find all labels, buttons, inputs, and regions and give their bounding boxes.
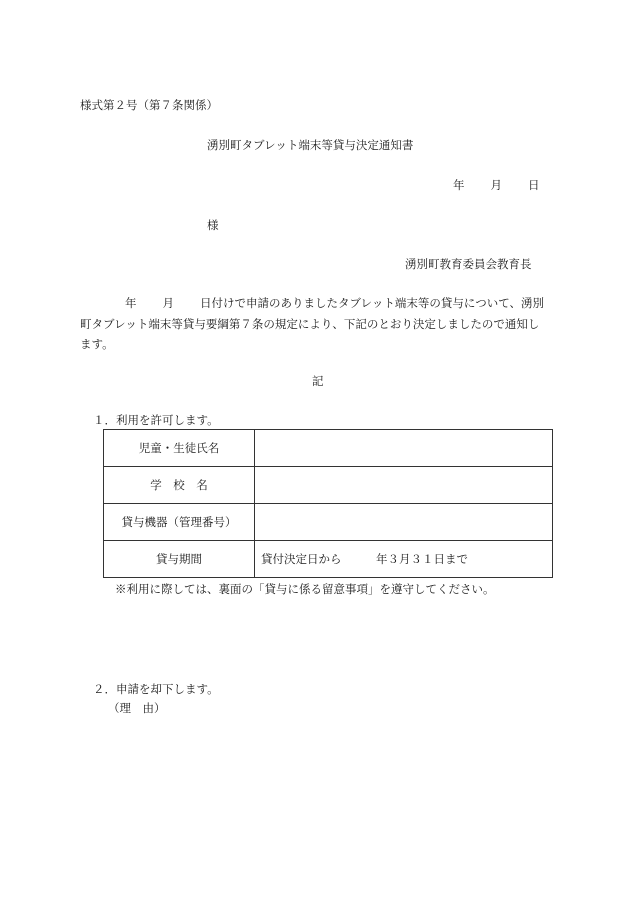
date-line bbox=[453, 177, 540, 193]
table-row bbox=[104, 504, 553, 541]
issuer: 湧別町教育委員会教育長 bbox=[405, 257, 532, 271]
body-month: 月 bbox=[162, 296, 174, 310]
row-value: 貸付決定日から 年３月３１日まで bbox=[255, 541, 553, 578]
table-row bbox=[104, 541, 553, 578]
loan-table bbox=[103, 429, 553, 578]
ki-heading: 記 bbox=[312, 374, 324, 388]
row-label: 学 校 名 bbox=[104, 467, 255, 504]
form-number: 様式第２号（第７条関係） bbox=[80, 98, 218, 112]
date-month: 月 bbox=[490, 178, 502, 192]
reason-label: （理 由） bbox=[108, 701, 166, 715]
table-row bbox=[104, 467, 553, 504]
table-row bbox=[104, 430, 553, 467]
row-label: 貸与機器（管理番号） bbox=[104, 504, 255, 541]
body-year: 年 bbox=[125, 296, 137, 310]
body-paragraph bbox=[80, 293, 550, 355]
row-value bbox=[255, 430, 553, 467]
date-day: 日 bbox=[528, 178, 540, 192]
usage-note: ※利用に際しては、裏面の「貸与に係る留意事項」を遵守してください。 bbox=[115, 582, 495, 596]
item2-heading: ２．申請を却下します。 bbox=[93, 682, 219, 696]
row-label: 児童・生徒氏名 bbox=[104, 430, 255, 467]
recipient-suffix: 様 bbox=[207, 218, 219, 232]
row-value bbox=[255, 504, 553, 541]
body-text: 日付けで申請のありましたタブレット端末等の貸与について、湧別町タブレット端末等貸与要綱第７条の規定により、下記のとおり決定しましたので通知します。 bbox=[80, 296, 544, 351]
item1-heading: １．利用を許可します。 bbox=[93, 413, 219, 427]
document-title: 湧別町タブレット端末等貸与決定通知書 bbox=[207, 138, 414, 152]
row-value bbox=[255, 467, 553, 504]
date-year: 年 bbox=[453, 178, 465, 192]
row-label: 貸与期間 bbox=[104, 541, 255, 578]
